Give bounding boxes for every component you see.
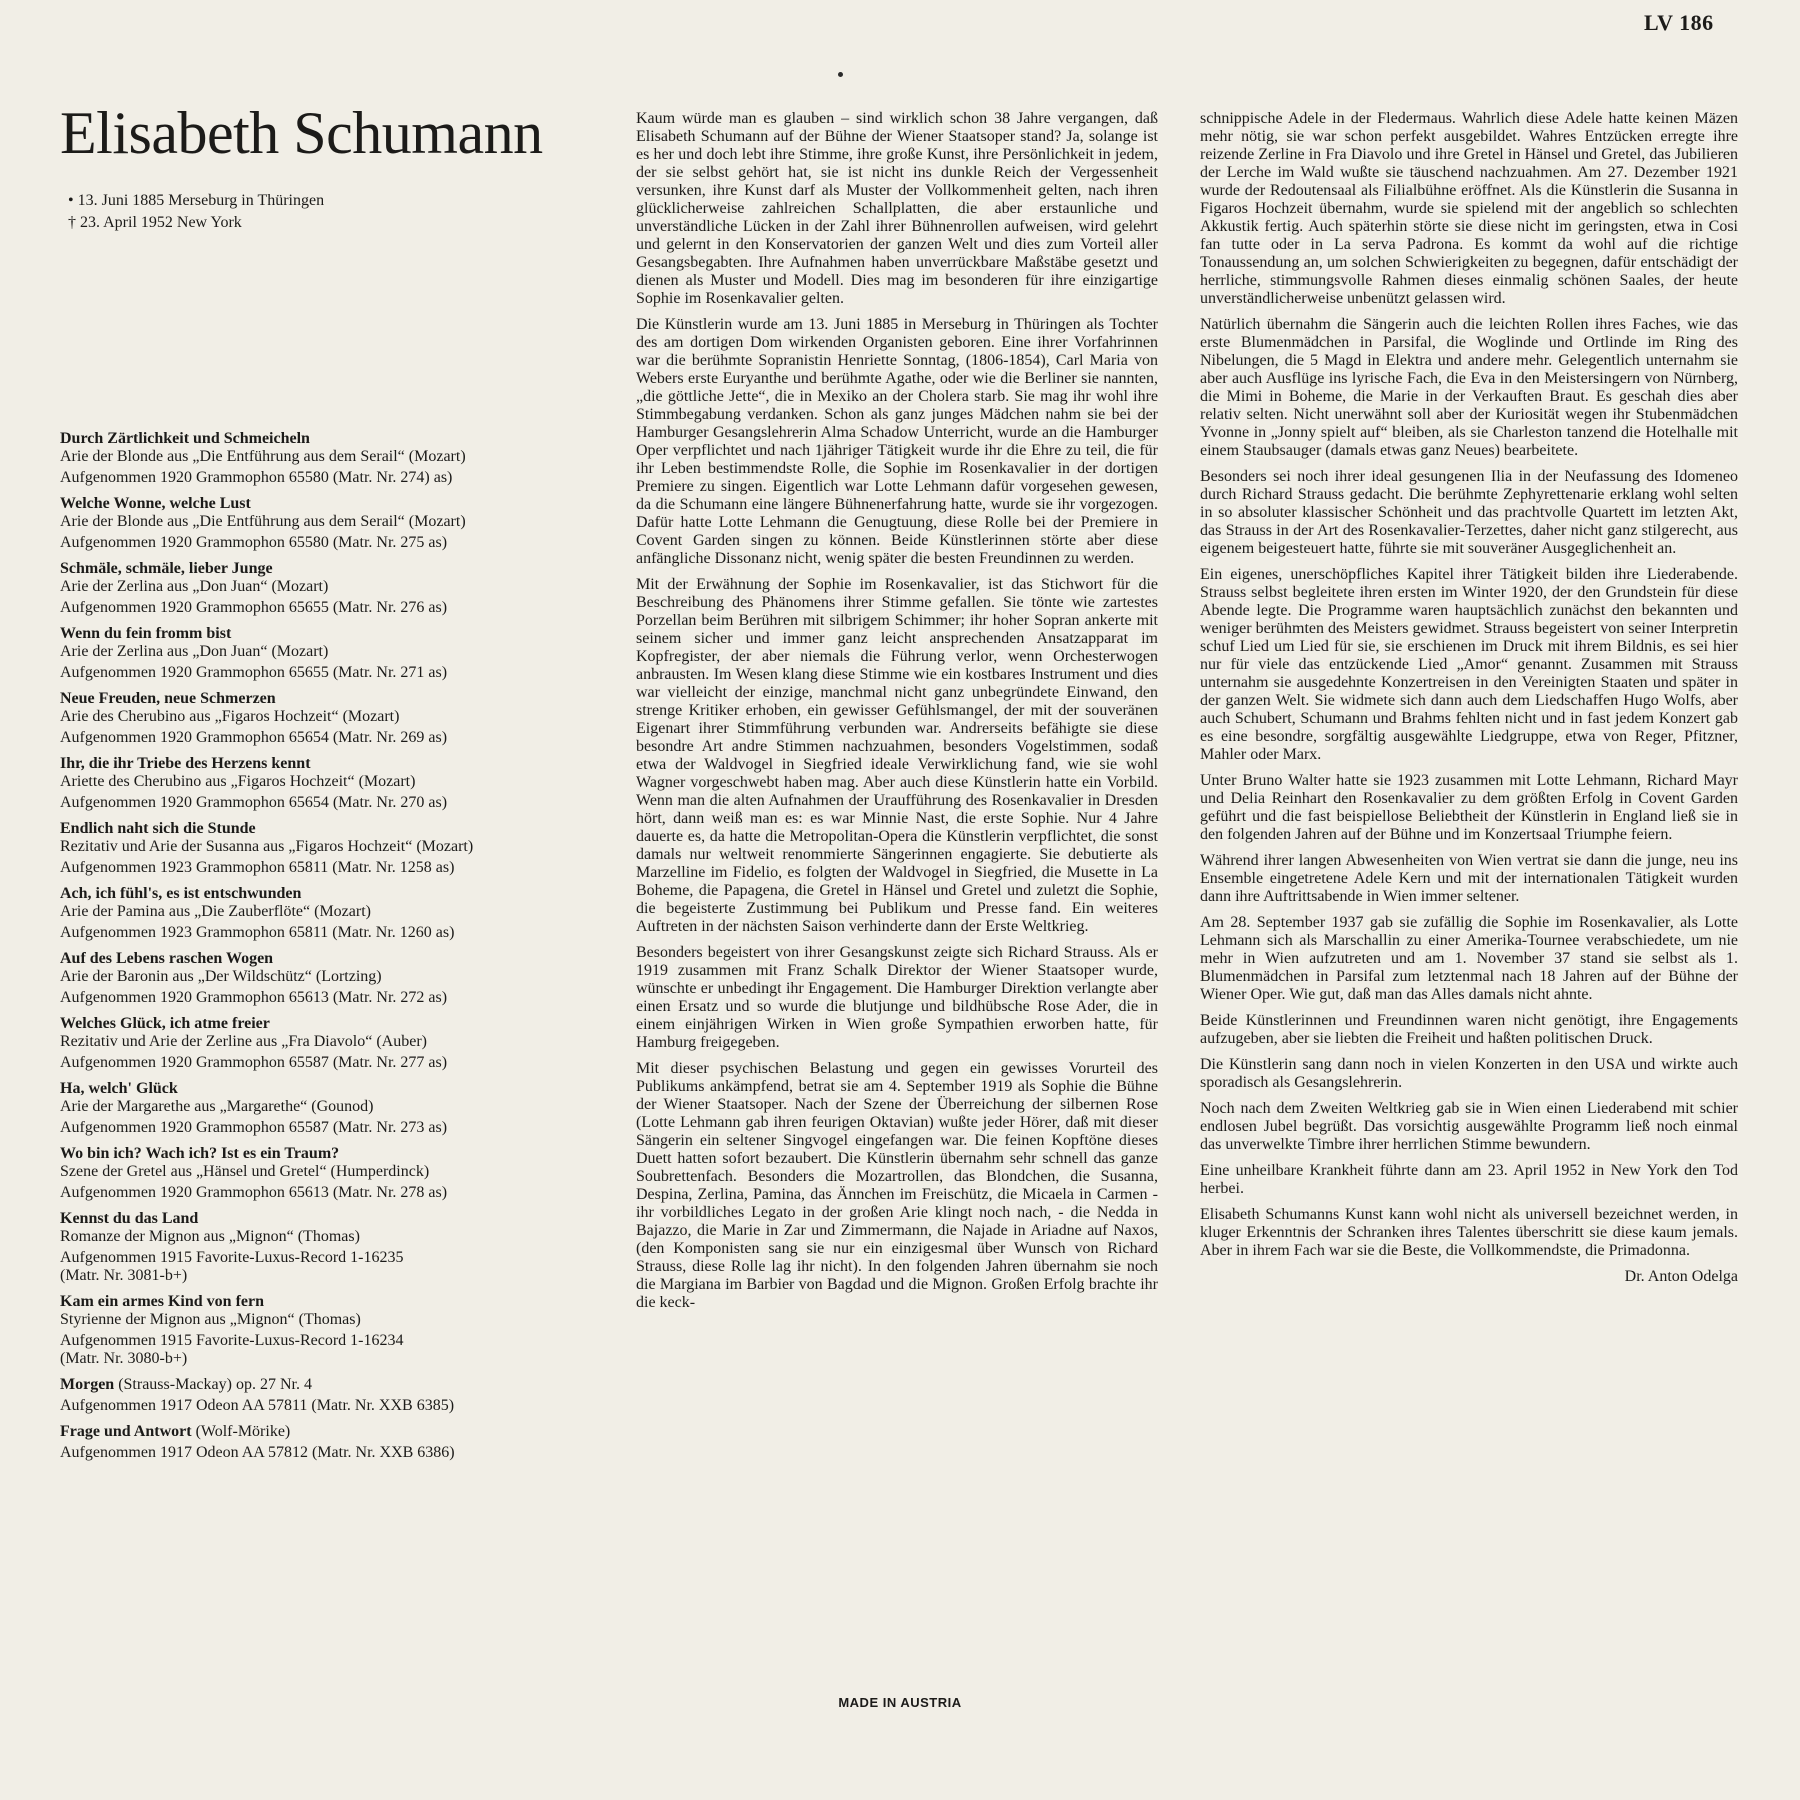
track-title-line [60,1376,595,1394]
track-item [60,885,595,942]
birth-line: • 13. Juni 1885 Merseburg in Thüringen [68,192,325,209]
essay-paragraph: Eine unheilbare Krankheit führte dann am 23. April 1952 in New York den Tod herbei. [1200,1162,1738,1197]
track-title-line [60,1423,595,1441]
track-subtitle: Arie der Baronin aus „Der Wildschütz“ (Lortzing) [60,968,382,985]
track-recording: Aufgenommen 1920 Grammophon 65580 (Matr. Nr. 274) as) [60,469,453,486]
track-subtitle: Arie des Cherubino aus „Figaros Hochzeit“ (Mozart) [60,708,400,725]
track-item [60,1080,595,1137]
made-in-footer: MADE IN AUSTRIA [838,1695,962,1710]
track-item [60,1293,595,1368]
track-title: Frage und Antwort [60,1423,192,1440]
essay-paragraph: Die Künstlerin sang dann noch in vielen Konzerten in den USA und wirkte auch sporadisch als Gesangslehrerin. [1200,1056,1738,1091]
track-title: Auf des Lebens raschen Wogen [60,950,274,967]
track-title: Welches Glück, ich atme freier [60,1015,270,1032]
catalog-number: LV 186 [1644,10,1714,35]
left-column [60,90,595,1470]
track-subtitle: Styrienne der Mignon aus „Mignon“ (Thomas) [60,1311,361,1328]
essay-paragraph: Mit dieser psychischen Belastung und gegen ein gewisses Vorurteil des Publikums ankämpfend, betrat sie am 4. September 1919 als Sophie die Bühne der Wiener Staatsoper. Nach der Szene der Überreichung der silbernen Rose (Lotte Lehmann gab ihren feurigen Oktavian) wußte jeder Hörer, daß mit dieser Sängerin ein seltener Singvogel eingefangen war. Die feinen Kopftöne dieses Duett hatten sofort bezaubert. Die Künstlerin übernahm sehr schnell das ganze Soubrettenfach. Besonders die Mozartrollen, das Blondchen, die Susanna, Despina, Zerlina, Pamina, das Ännchen im Freischütz, die Micaela in Carmen - ihr vorbildliches Legato in der großen Arie klingt noch nach, - die Nedda in Bajazzo, die Marie in Zar und Zimmermann, die Najade in Ariadne auf Naxos, (den Komponisten sang sie nur ein einzigesmal über Wunsch von Richard Strauss, diese Rolle lag ihr nicht). In den folgenden Jahren übernahm sie noch die Margiana im Barbier von Bagdad und die Mignon. Großen Erfolg brachte ihr die keck- [636,1060,1158,1311]
track-recording: Aufgenommen 1920 Grammophon 65587 (Matr. Nr. 273 as) [60,1119,448,1136]
track-matrix-note: (Matr. Nr. 3081-b+) [60,1267,188,1284]
track-recording: Aufgenommen 1920 Grammophon 65580 (Matr. Nr. 275 as) [60,534,448,551]
track-subtitle: Arie der Pamina aus „Die Zauberflöte“ (Mozart) [60,903,371,920]
track-title: Wenn du fein fromm bist [60,625,232,642]
track-item [60,1145,595,1202]
track-recording: Aufgenommen 1923 Grammophon 65811 (Matr. Nr. 1260 as) [60,924,455,941]
track-subtitle: Ariette des Cherubino aus „Figaros Hochzeit“ (Mozart) [60,773,416,790]
essay-paragraph: Unter Bruno Walter hatte sie 1923 zusammen mit Lotte Lehmann, Richard Mayr und Delia Reinhart den Rosenkavalier zu dem größten Erfolg in Covent Garden geführt und die fast beispiellose Beliebtheit der Künstlerin in England ließ sie in den folgenden Jahren auf der Bühne und im Konzertsaal Triumphe feiern. [1200,772,1738,843]
track-recording: Aufgenommen 1920 Grammophon 65654 (Matr. Nr. 270 as) [60,794,448,811]
track-item [60,1210,595,1285]
track-recording: Aufgenommen 1920 Grammophon 65655 (Matr. Nr. 276 as) [60,599,448,616]
track-item [60,755,595,812]
track-title: Ihr, die ihr Triebe des Herzens kennt [60,755,311,772]
track-title: Durch Zärtlichkeit und Schmeicheln [60,430,310,447]
track-title: Schmäle, schmäle, lieber Junge [60,560,273,577]
essay-column-right [1200,110,1738,1286]
artist-name: Elisabeth Schumann [60,100,543,166]
track-item [60,820,595,877]
track-title: Endlich naht sich die Stunde [60,820,256,837]
author-signature: Dr. Anton Odelga [1624,1268,1738,1285]
essay-paragraph: Elisabeth Schumanns Kunst kann wohl nicht als universell bezeichnet werden, in kluger Erkenntnis der Schranken ihres Talentes überschritt sie diese kaum jemals. Aber in ihrem Fach war sie die Beste, die Vollkommendste, die Primadonna. [1200,1206,1738,1259]
decorative-dot [838,72,843,77]
track-item [60,950,595,1007]
track-recording: Aufgenommen 1917 Odeon AA 57811 (Matr. Nr. XXB 6385) [60,1397,455,1414]
track-list [60,430,595,1462]
essay-paragraph: Besonders sei noch ihrer ideal gesungenen Ilia in der Neufassung des Idomeneo durch Richard Strauss gedacht. Die berühmte Zephyrettenarie erklang wohl selten in so absoluter klassischer Schönheit und das prachtvolle Quartett im letzten Akt, das Strauss in der Art des Rosenkavalier-Terzettes, daher nicht ganz stilgerecht, aus eigenem beigesteuert hatte, führte sie mit souveräner Ausgeglichenheit an. [1200,468,1738,557]
track-title: Kam ein armes Kind von fern [60,1293,264,1310]
essay-paragraph: Kaum würde man es glauben – sind wirklich schon 38 Jahre vergangen, daß Elisabeth Schumann auf der Bühne der Wiener Staatsoper stand? Ja, solange ist es her und doch lebt ihre Stimme, ihre große Kunst, ihre Persönlichkeit in jedem, der sie selbst gehört hat, sie ist nicht ins dunkle Reich der Vergessenheit versunken, ihre Kunst darf als Muster der Vollkommenheit gelten, nach ihren glücklicherweise zahlreichen Schallplatten, die aber erstaunliche und unverständliche Lücken in der Zahl ihrer Bühnenrollen aufweisen, wird gelehrt und gelernt in den Konservatorien der ganzen Welt und dies zum Vorteil aller Gesangsbegabten. Ihre Aufnahmen haben unverrückbare Maßstäbe gesetzt und dienen als Muster und Modell. Dies mag im besonderen für ihre einzigartige Sophie im Rosenkavalier gelten. [636,110,1158,307]
essay-paragraph: schnippische Adele in der Fledermaus. Wahrlich diese Adele hatte keinen Mäzen mehr nötig, sie war schon perfekt ausgebildet. Wahres Entzücken erregte ihre reizende Zerline in Fra Diavolo und ihre Gretel in Hänsel und Gretel, das Jubilieren der Lerche im Wald wußte sie täuschend nachzuahmen. Am 27. Dezember 1921 wurde der Redoutensaal als Filialbühne eröffnet. Als die Künstlerin die Susanna in Figaros Hochzeit übernahm, wurde sie spielend mit der angeblich so schlechten Akkustik fertig. Auch späterhin störte sie diese nicht im geringsten, etwa in Cosi fan tutte oder in La serva Padrona. Es kommt da wohl auf die richtige Tonaussendung an, um solchen Schwierigkeiten zu begegnen, dafür entschädigt der herrliche, stimmungsvolle Rahmen dieses einmalig schönen Saales, der heute unverständlicherweise unbenützt gelassen wird. [1200,110,1738,307]
track-item [60,690,595,747]
essay-paragraph: Während ihrer langen Abwesenheiten von Wien vertrat sie dann die junge, neu ins Ensemble eingetretene Adele Kern und mit der internationalen Tätigkeit wurden dann ihre Auftrittsabende in Wien immer seltener. [1200,852,1738,905]
track-title: Morgen [60,1376,115,1393]
track-subtitle: Arie der Margarethe aus „Margarethe“ (Gounod) [60,1098,374,1115]
track-title: Neue Freuden, neue Schmerzen [60,690,276,707]
track-subtitle: Rezitativ und Arie der Susanna aus „Figaros Hochzeit“ (Mozart) [60,838,474,855]
track-composer: (Wolf-Mörike) [191,1423,291,1440]
essay-paragraph: Natürlich übernahm die Sängerin auch die leichten Rollen ihres Faches, wie das erste Blumenmädchen in Parsifal, die Woglinde und Ortlinde im Ring des Nibelungen, die 5 Magd in Elektra und andere mehr. Gelegentlich unternahm sie aber auch Ausflüge ins lyrische Fach, die Eva in den Meistersingern von Nürnberg, die Mimi in Boheme, die Marie in der Verkauften Braut. Es geschah dies aber relativ selten. Nicht unerwähnt soll aber der Kuriosität wegen ihr Stubenmädchen Yvonne in „Jonny spielt auf“ bleiben, als sie Charleston tanzend die Hotelhalle mit einem Staubsauger (damals etwas ganz Neues) bearbeitete. [1200,316,1738,459]
death-line: † 23. April 1952 New York [68,214,242,231]
track-item [60,560,595,617]
track-subtitle: Rezitativ und Arie der Zerline aus „Fra Diavolo“ (Auber) [60,1033,427,1050]
essay-paragraph: Besonders begeistert von ihrer Gesangskunst zeigte sich Richard Strauss. Als er 1919 zusammen mit Franz Schalk Direktor der Wiener Staatsoper wurde, wünschte er unbedingt ihr Engagement. Die Hamburger Direktion verlangte aber einen Ersatz und so wurde die blutjunge und bildhübsche Rose Ader, die in einem einjährigen Wirken in Wien große Sympathien erworben hatte, für Hamburg freigegeben. [636,944,1158,1051]
track-recording: Aufgenommen 1915 Favorite-Luxus-Record 1-16235 [60,1249,404,1266]
track-recording: Aufgenommen 1920 Grammophon 65613 (Matr. Nr. 272 as) [60,989,448,1006]
track-recording: Aufgenommen 1923 Grammophon 65811 (Matr. Nr. 1258 as) [60,859,455,876]
track-recording: Aufgenommen 1920 Grammophon 65654 (Matr. Nr. 269 as) [60,729,448,746]
track-recording: Aufgenommen 1915 Favorite-Luxus-Record 1-16234 [60,1332,404,1349]
track-composer: (Strauss-Mackay) op. 27 Nr. 4 [114,1376,312,1393]
track-item [60,1423,595,1462]
track-subtitle: Arie der Zerlina aus „Don Juan“ (Mozart) [60,643,329,660]
essay-paragraph: Ein eigenes, unerschöpfliches Kapitel ihrer Tätigkeit bilden ihre Liederabende. Strauss selbst begleitete ihren ersten im Winter 1920, der den Grundstein für diese Abende legte. Die Programme waren hauptsächlich zunächst den bekannten und weniger berühmten des Meisters gewidmet. Strauss begeistert von seiner Interpretin schuf Lied um Lied für sie, sie erschienen im Druck mit ihrem Bildnis, es sei hier nur für viele das entzückende Lied „Amor“ genannt. Zusammen mit Strauss unternahm sie ausgedehnte Konzertreisen in den Vereinigten Staaten und später in der ganzen Welt. Sie widmete sich dann auch dem Liedschaffen Hugo Wolfs, aber auch Schubert, Schumann und Brahms fehlten nicht und in fast jedem Konzert gab es eine besondre, sorgfältig ausgewählte Liedgruppe, etwa von Reger, Pfitzner, Mahler oder Marx. [1200,566,1738,763]
track-recording: Aufgenommen 1917 Odeon AA 57812 (Matr. Nr. XXB 6386) [60,1444,455,1461]
track-item [60,495,595,552]
essay-paragraph: Am 28. September 1937 gab sie zufällig die Sophie im Rosenkavalier, als Lotte Lehmann sich als Marschallin zu einer Amerika-Tournee verabschiedete, um nie mehr in Wien aufzutreten und am 1. November 37 stand sie selbst als 1. Blumenmädchen in Parsifal zum letztenmal nach 18 Jahren auf der Bühne der Wiener Oper. Wie gut, daß man das Alles damals nicht ahnte. [1200,914,1738,1003]
track-item [60,625,595,682]
track-recording: Aufgenommen 1920 Grammophon 65613 (Matr. Nr. 278 as) [60,1184,448,1201]
track-title: Kennst du das Land [60,1210,199,1227]
track-subtitle: Arie der Blonde aus „Die Entführung aus dem Serail“ (Mozart) [60,448,466,465]
track-matrix-note: (Matr. Nr. 3080-b+) [60,1350,188,1367]
track-recording: Aufgenommen 1920 Grammophon 65587 (Matr. Nr. 277 as) [60,1054,448,1071]
track-item [60,1376,595,1415]
track-item [60,430,595,487]
essay-paragraph: Mit der Erwähnung der Sophie im Rosenkavalier, ist das Stichwort für die Beschreibung des Phänomens ihrer Stimme gefallen. Sie tönte wie zartestes Porzellan beim Berühren mit silbrigem Schimmer; ihr hoher Sopran ankerte mit seinem sicher und immer ganz leicht ansprechenden Ansatzapparat im Kopfregister, der aber niemals die Führung verlor, wenn Orchesterwogen anbrausten. Im Wesen klang diese Stimme wie ein kostbares Instrument und dies war vielleicht der einzige, manchmal nicht ganz unbegründete Einwand, den strenge Kritiker erhoben, ein gewisser Gefühlsmangel, der mit der souveränen Eigenart ihrer Stimmführung verbunden war. Andrerseits befähigte sie diese besondre Art andre Stimmen nachzuahmen, besonders Vogelstimmen, sodaß etwa der Waldvogel in Siegfried ideale Verwirklichung fand, wie sie wohl Wagner vorgeschwebt haben mag. Aber auch diese Künstlerin hatte ein Vorbild. Wenn man die alten Aufnahmen der Uraufführung des Rosenkavalier in Dresden hört, dann weiß man es: es war Minnie Nast, die erste Sophie. Nur 4 Jahre dauerte es, da hatte die Metropolitan-Opera die Künstlerin verpflichtet, die sonst damals nur weltweit renommierte Sängerinnen engagierte. Sie debutierte als Marzelline im Fidelio, es folgten der Waldvogel in Siegfried, die Musette in La Boheme, die Papagena, die Gretel in Hänsel und Gretel und zuletzt die Sophie, die begeisterte Zustimmung bei Publikum und Presse fand. Ein weiteres Auftreten in der nächsten Saison verhinderte dann der Erste Weltkrieg. [636,576,1158,935]
track-subtitle: Arie der Blonde aus „Die Entführung aus dem Serail“ (Mozart) [60,513,466,530]
track-recording: Aufgenommen 1920 Grammophon 65655 (Matr. Nr. 271 as) [60,664,448,681]
track-subtitle: Arie der Zerlina aus „Don Juan“ (Mozart) [60,578,329,595]
track-subtitle: Romanze der Mignon aus „Mignon“ (Thomas) [60,1228,360,1245]
essay-paragraph: Die Künstlerin wurde am 13. Juni 1885 in Merseburg in Thüringen als Tochter des am dortigen Dom wirkenden Organisten geboren. Eine ihrer Vorfahrinnen war die berühmte Sopranistin Henriette Sonntag, (1806-1854), Carl Maria von Webers erste Euryanthe und berühmte Agathe, oder wie die Berliner sie nannten, „die göttliche Jette“, die in Mexiko an der Cholera starb. Sie mag ihr wohl ihre Stimmbegabung verdanken. Schon als ganz junges Mädchen nahm sie bei der Hamburger Gesangslehrerin Alma Schadow Unterricht, wurde an die Hamburger Oper verpflichtet und nach 1jähriger Tätigkeit wurde ihr die Ehre zu teil, die für ihr Leben bestimmendste Rolle, die Sophie im Rosenkavalier in der dortigen Premiere zu singen. Eigentlich war Lotte Lehmann dafür vorgesehen gewesen, da die Schumann eine längere Bühnenerfahrung hatte, wurde sie ihr vorgezogen. Dafür hatte Lotte Lehmann die Genugtuung, diese Rolle bei der Premiere in Covent Garden singen zu können. Beide Künstlerinnen störte aber diese anfängliche Dissonanz nicht, wenig später die besten Freundinnen zu werden. [636,316,1158,567]
essay-column-middle [636,110,1158,1320]
essay-paragraph: Beide Künstlerinnen und Freundinnen waren nicht genötigt, ihre Engagements aufzugeben, aber sie liebten die Freiheit und haßten politischen Druck. [1200,1012,1738,1047]
track-subtitle: Szene der Gretel aus „Hänsel und Gretel“ (Humperdinck) [60,1163,430,1180]
track-item [60,1015,595,1072]
track-title: Wo bin ich? Wach ich? Ist es ein Traum? [60,1145,340,1162]
track-title: Welche Wonne, welche Lust [60,495,251,512]
essay-paragraph: Noch nach dem Zweiten Weltkrieg gab sie in Wien einen Liederabend mit schier endlosen Jubel begrüßt. Das vorsichtig ausgewählte Programm ließ noch einmal das unverwelkte Timbre ihrer herrlichen Stimme bewundern. [1200,1100,1738,1153]
track-title: Ha, welch' Glück [60,1080,178,1097]
track-title: Ach, ich fühl's, es ist entschwunden [60,885,302,902]
